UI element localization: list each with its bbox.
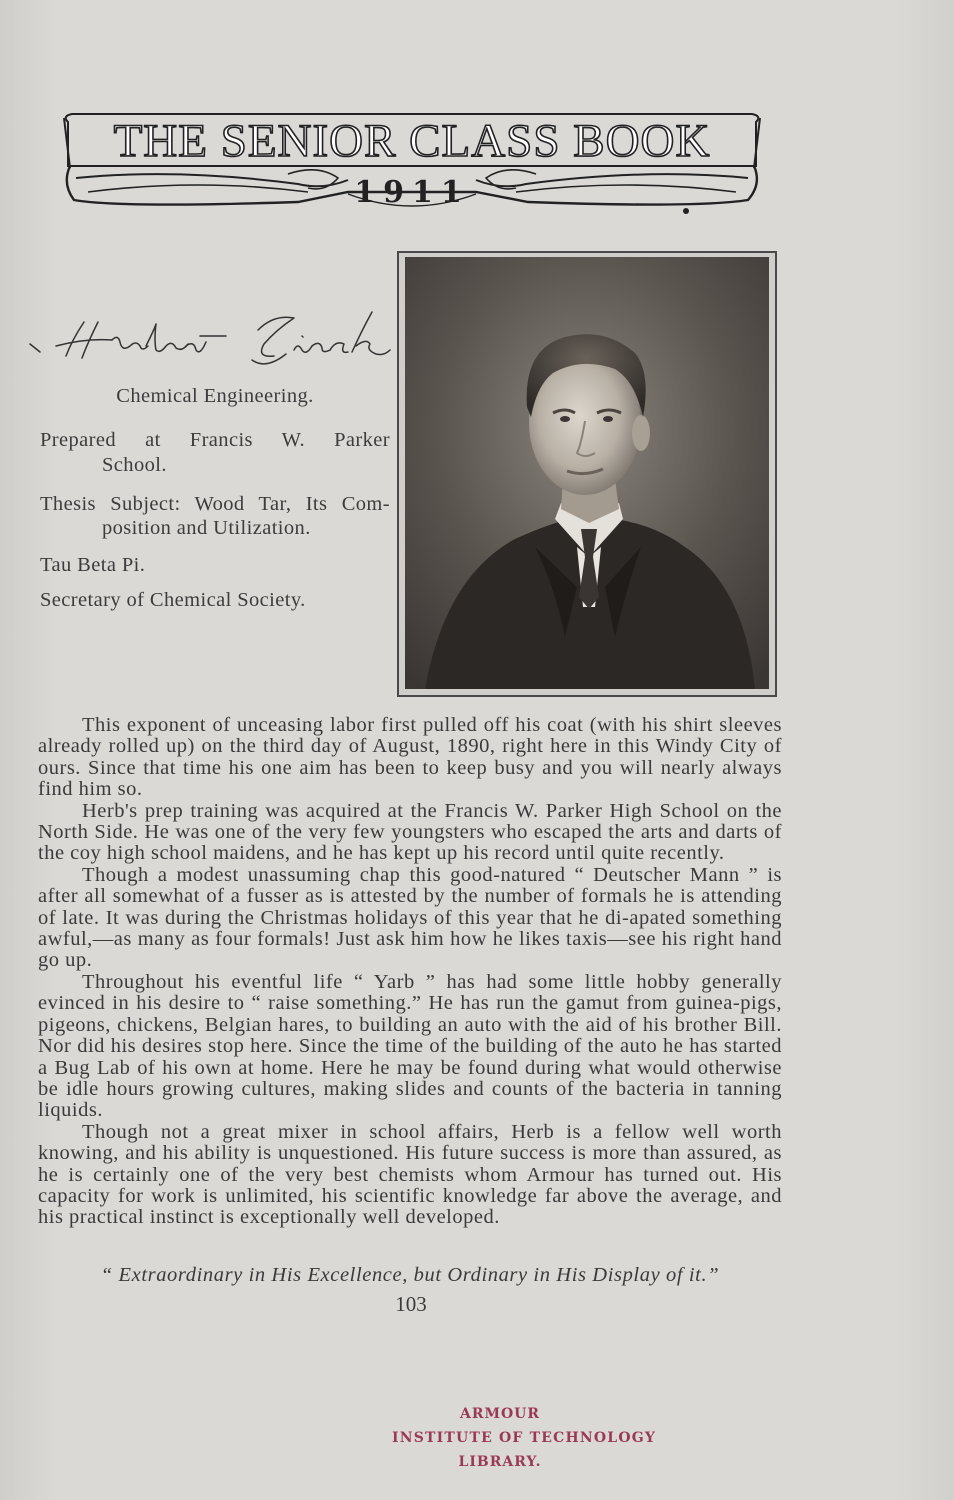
biography-paragraph: Throughout his eventful life “ Yarb ” has had some little hobby generally evinced in his desire to “ raise something.” He has run the gamut from guinea-pigs, pigeons, chickens, Belgian hares, to building an auto with the aid of his brother Bill. Nor did his desires stop here. Since the time of the building of the auto he has started a Bug Lab of his own at home. Here he may be found during what would otherwise be idle hours growing cultures, making slides and counts of the bacteria in tanning liquids.: [38, 970, 782, 1122]
senior-class-book-header: [58, 108, 766, 220]
handwritten-signature: [26, 300, 396, 380]
biography-paragraph: Herb's prep training was acquired at the Francis W. Parker High School on the North Side. He was one of the very few youngsters who escaped the arts and darts of the coy high school maidens, and he has kept up his record until quite recently.: [38, 799, 782, 865]
prepared-line-2: School.: [102, 454, 167, 476]
department: Chemical Engineering.: [116, 385, 314, 407]
stamp-line-1: ARMOUR: [459, 1406, 541, 1422]
portrait-photo: [405, 257, 769, 689]
stamp-line-2: INSTITUTE OF TECHNOLOGY: [392, 1430, 657, 1446]
page-number: 103: [395, 1292, 427, 1316]
header-year: 1911: [354, 175, 470, 210]
honor-society: Tau Beta Pi.: [40, 554, 146, 576]
thesis-line-2: position and Utilization.: [102, 517, 311, 539]
header-title: THE SENIOR CLASS BOOK: [113, 115, 711, 167]
biography-paragraph: Though not a great mixer in school affairs, Herb is a fellow well worth knowing, and his ability is unquestioned. His future success is more than assured, as he is certainly one of the very best chemists whom Armour has turned out. His capacity for work is unlimited, his scientific knowledge far above the average, and his practical instinct is exceptionally well developed.: [38, 1120, 782, 1229]
motto-quote: “ Extraordinary in His Excellence, but Ordinary in His Display of it.”: [100, 1264, 720, 1286]
society-office: Secretary of Chemical Society.: [40, 589, 306, 611]
biography: [38, 715, 782, 1229]
stamp-line-3: LIBRARY.: [458, 1454, 542, 1470]
prepared-line-1: Prepared at Francis W. Parker: [40, 429, 390, 451]
library-stamp: [392, 1402, 657, 1474]
thesis-line-1: Thesis Subject: Wood Tar, Its Com-: [40, 493, 390, 515]
biography-paragraph: This exponent of unceasing labor first pulled off his coat (with his shirt sleeves already rolled up) on the third day of August, 1890, right here in this Windy City of ours. Since that time his one aim has been to keep busy and you will nearly always find him so.: [38, 714, 782, 801]
biography-paragraph: Though a modest unassuming chap this good-natured “ Deutscher Mann ” is after all somewhat of a fusser as is attested by the number of formals he is attending of late. It was during the Christmas holidays of this year that he di-apated something awful,—as many as four formals! Just ask him how he likes taxis—see his right hand go up.: [38, 863, 782, 972]
portrait-photo-frame: [397, 251, 777, 697]
